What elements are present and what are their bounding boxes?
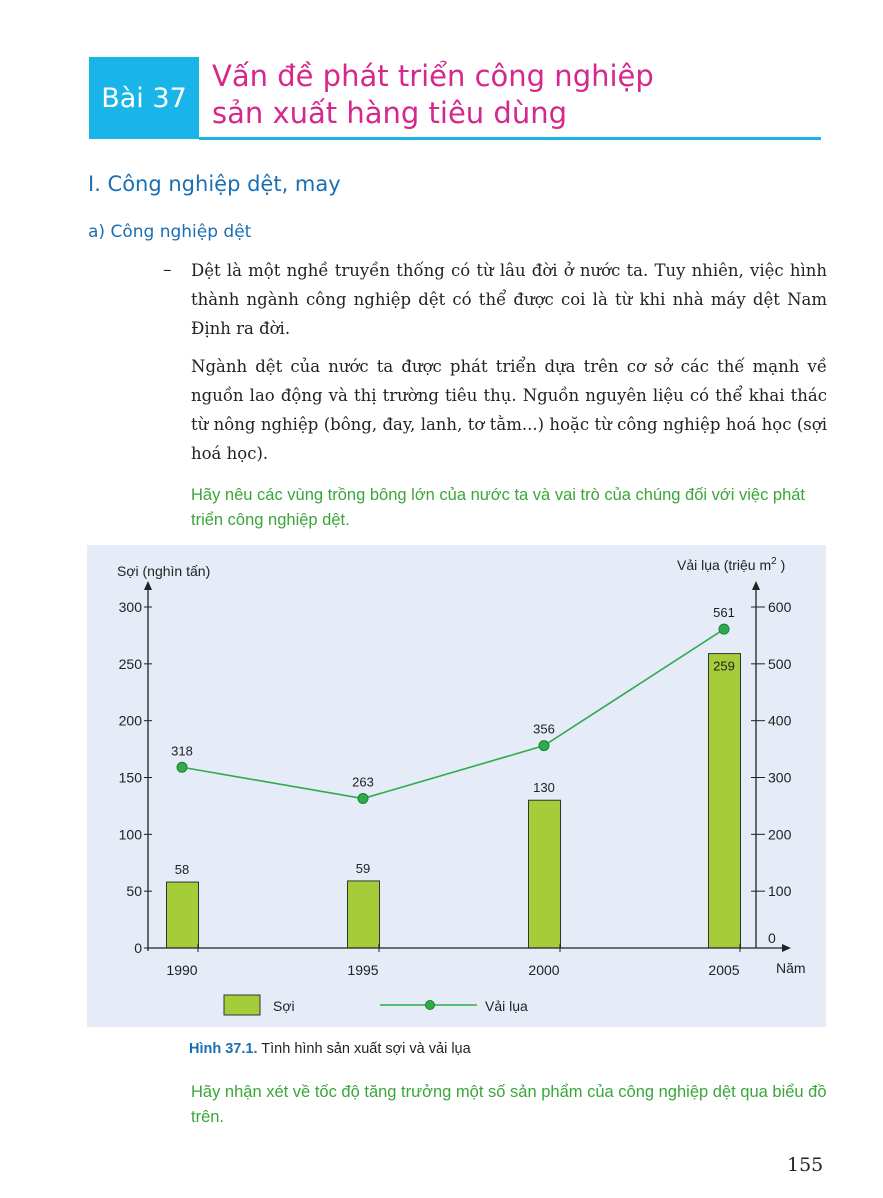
- left-tick-label-150: 150: [118, 769, 142, 786]
- bar-soi-1990: [167, 882, 199, 948]
- x-axis-label: Năm: [776, 960, 806, 976]
- right-tick-label-600: 600: [768, 599, 792, 615]
- paragraph-2: Ngành dệt của nước ta được phát triển dựa trên cơ sở các thế mạnh về nguồn lao động và thị trường tiêu thụ. Nguồn nguyên liệu có thể khai thác từ nông nghiệp (bông, đay, lanh, tơ tằm...) hoặc từ công nghiệp hoá học (sợi hoá học).: [191, 357, 827, 463]
- chart-panel: [87, 545, 826, 1027]
- left-tick-label-250: 250: [118, 655, 142, 672]
- line-label-1995: 263: [352, 774, 374, 790]
- bar-soi-1995: [348, 881, 380, 948]
- bar-label-1990: 58: [174, 862, 190, 878]
- legend-bar-swatch: [224, 995, 260, 1015]
- x-tick-label-2000: 2000: [528, 962, 560, 978]
- bar-label-1995: 59: [355, 860, 371, 876]
- caption-label: Hình 37.1.: [189, 1041, 258, 1057]
- left-tick-label-100: 100: [118, 826, 142, 843]
- left-axis-arrow: [144, 581, 152, 590]
- left-tick-label-300: 300: [118, 599, 142, 615]
- right-tick-label-400: 400: [768, 712, 792, 729]
- point-vai-lua-2000: [539, 741, 549, 751]
- bar-label-2005: 259: [713, 658, 735, 674]
- section-heading: I. Công nghiệp dệt, may: [88, 172, 341, 196]
- x-tick-label-2005: 2005: [708, 962, 740, 978]
- question-2: Hãy nhận xét về tốc độ tăng trưởng một số sản phẩm của công nghiệp dệt qua biểu đồ trên.: [191, 1083, 827, 1126]
- paragraph-1: Dệt là một nghề truyền thống có từ lâu đời ở nước ta. Tuy nhiên, việc hình thành ngành công nghiệp dệt có thể được coi là từ khi nhà máy dệt Nam Định ra đời.: [191, 261, 827, 338]
- caption-text: Tình hình sản xuất sợi và vải lụa: [261, 1041, 471, 1057]
- chart-svg: [87, 545, 826, 1027]
- lesson-title-line1: Vấn đề phát triển công nghiệp: [212, 59, 654, 93]
- bullet-dash: –: [163, 260, 172, 280]
- page-number: 155: [787, 1154, 824, 1176]
- lesson-badge: Bài 37: [89, 57, 199, 139]
- bar-soi-2005: [709, 654, 741, 948]
- legend-line-marker: [426, 1001, 435, 1010]
- line-label-2000: 356: [533, 721, 555, 737]
- right-tick-label-500: 500: [768, 655, 792, 672]
- title-divider: [199, 137, 821, 140]
- line-vai-lua: [182, 629, 724, 798]
- left-tick-label-0: 0: [134, 940, 142, 956]
- legend-line-label: Vải lụa: [485, 998, 528, 1014]
- right-tick-label-200: 200: [768, 826, 792, 843]
- point-vai-lua-1990: [177, 762, 187, 772]
- x-tick-label-1990: 1990: [166, 962, 198, 978]
- x-axis-arrow: [782, 944, 791, 952]
- lesson-title: [212, 58, 654, 132]
- left-tick-label-50: 50: [126, 883, 142, 900]
- subsection-heading: a) Công nghiệp dệt: [88, 222, 252, 242]
- right-axis-title: Vải lụa (triệu $m^2$ ): [677, 556, 786, 573]
- point-vai-lua-2005: [719, 624, 729, 634]
- point-vai-lua-1995: [358, 794, 368, 804]
- right-tick-label-0: 0: [768, 930, 776, 946]
- left-axis-title: Sợi (nghìn tấn): [117, 563, 211, 579]
- x-tick-label-1995: 1995: [347, 962, 379, 978]
- line-label-1990: 318: [171, 743, 193, 759]
- right-axis-arrow: [752, 581, 760, 590]
- bar-soi-2000: [529, 800, 561, 948]
- legend-bar-label: Sợi: [273, 998, 295, 1014]
- question-1: Hãy nêu các vùng trồng bông lớn của nước ta và vai trò của chúng đối với việc phát triển công nghiệp dệt.: [191, 486, 806, 529]
- figure-caption: [189, 1041, 471, 1057]
- left-tick-label-200: 200: [118, 712, 142, 729]
- bar-label-2000: 130: [533, 780, 555, 796]
- lesson-title-line2: sản xuất hàng tiêu dùng: [212, 96, 567, 130]
- right-tick-label-100: 100: [768, 883, 792, 900]
- right-tick-label-300: 300: [768, 769, 792, 786]
- line-label-2005: 561: [713, 605, 735, 621]
